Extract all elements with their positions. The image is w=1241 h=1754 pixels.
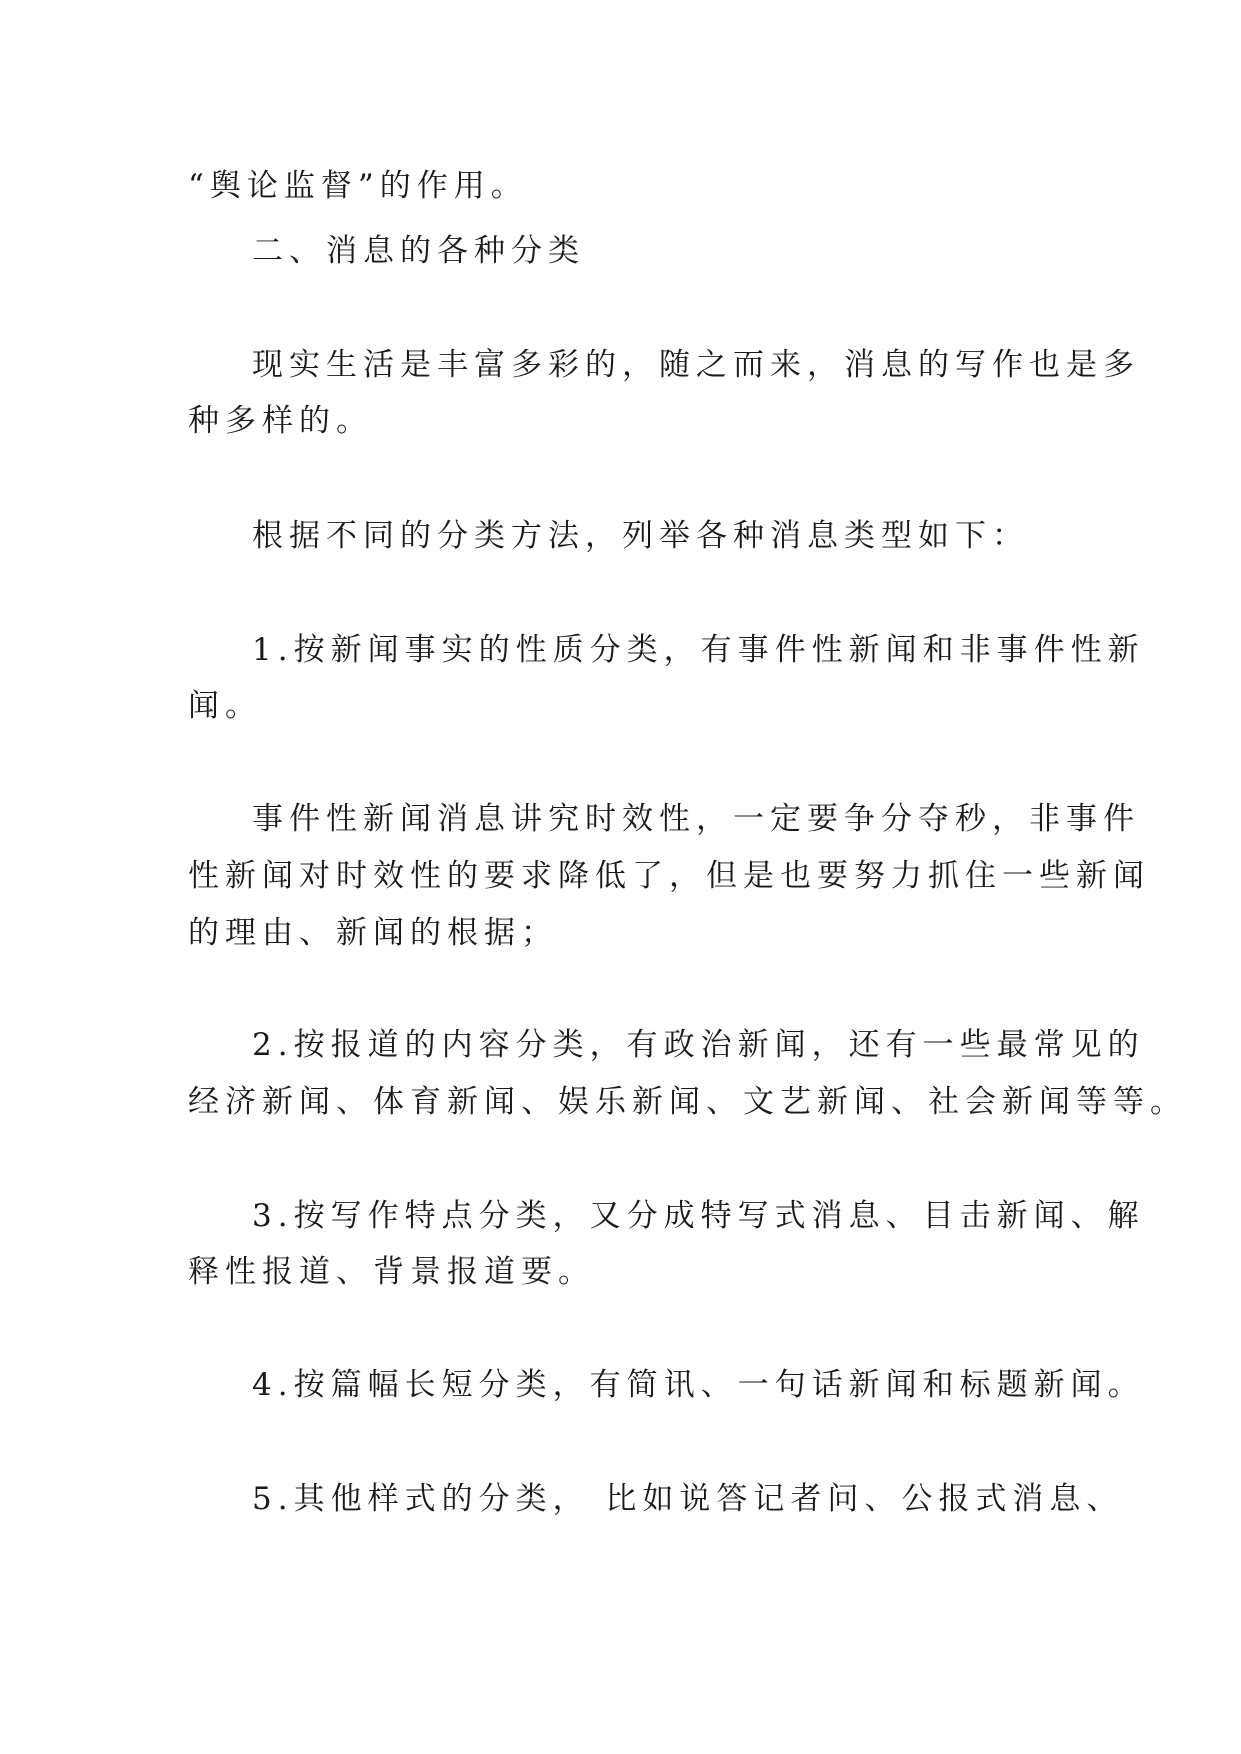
paragraph-line: 性新闻对时效性的要求降低了，但是也要努力抓住一些新闻 — [188, 858, 1150, 894]
section-heading: 二、消息的各种分类 — [252, 233, 585, 269]
list-item-line: 经济新闻、体育新闻、娱乐新闻、文艺新闻、社会新闻等等。 — [188, 1084, 1187, 1120]
list-item-line: 1.按新闻事实的性质分类，有事件性新闻和非事件性新 — [252, 632, 1145, 668]
paragraph-line: 种多样的。 — [188, 403, 373, 439]
text-line: “舆论监督”的作用。 — [188, 168, 528, 204]
list-item-line: 释性报道、背景报道要。 — [188, 1254, 595, 1290]
paragraph-line: 事件性新闻消息讲究时效性，一定要争分夺秒，非事件 — [252, 801, 1140, 837]
paragraph-line: 根据不同的分类方法，列举各种消息类型如下： — [252, 518, 1029, 554]
list-item-line: 3.按写作特点分类，又分成特写式消息、目击新闻、解 — [252, 1198, 1145, 1234]
paragraph-line: 现实生活是丰富多彩的，随之而来，消息的写作也是多 — [252, 347, 1140, 383]
list-item-line: 4.按篇幅长短分类，有简讯、一句话新闻和标题新闻。 — [252, 1367, 1145, 1403]
list-item-line: 5.其他样式的分类， 比如说答记者问、公报式消息、 — [252, 1481, 1124, 1517]
list-item-line: 闻。 — [188, 688, 262, 724]
list-item-line: 2.按报道的内容分类，有政治新闻，还有一些最常见的 — [252, 1027, 1145, 1063]
paragraph-line: 的理由、新闻的根据； — [188, 915, 558, 951]
